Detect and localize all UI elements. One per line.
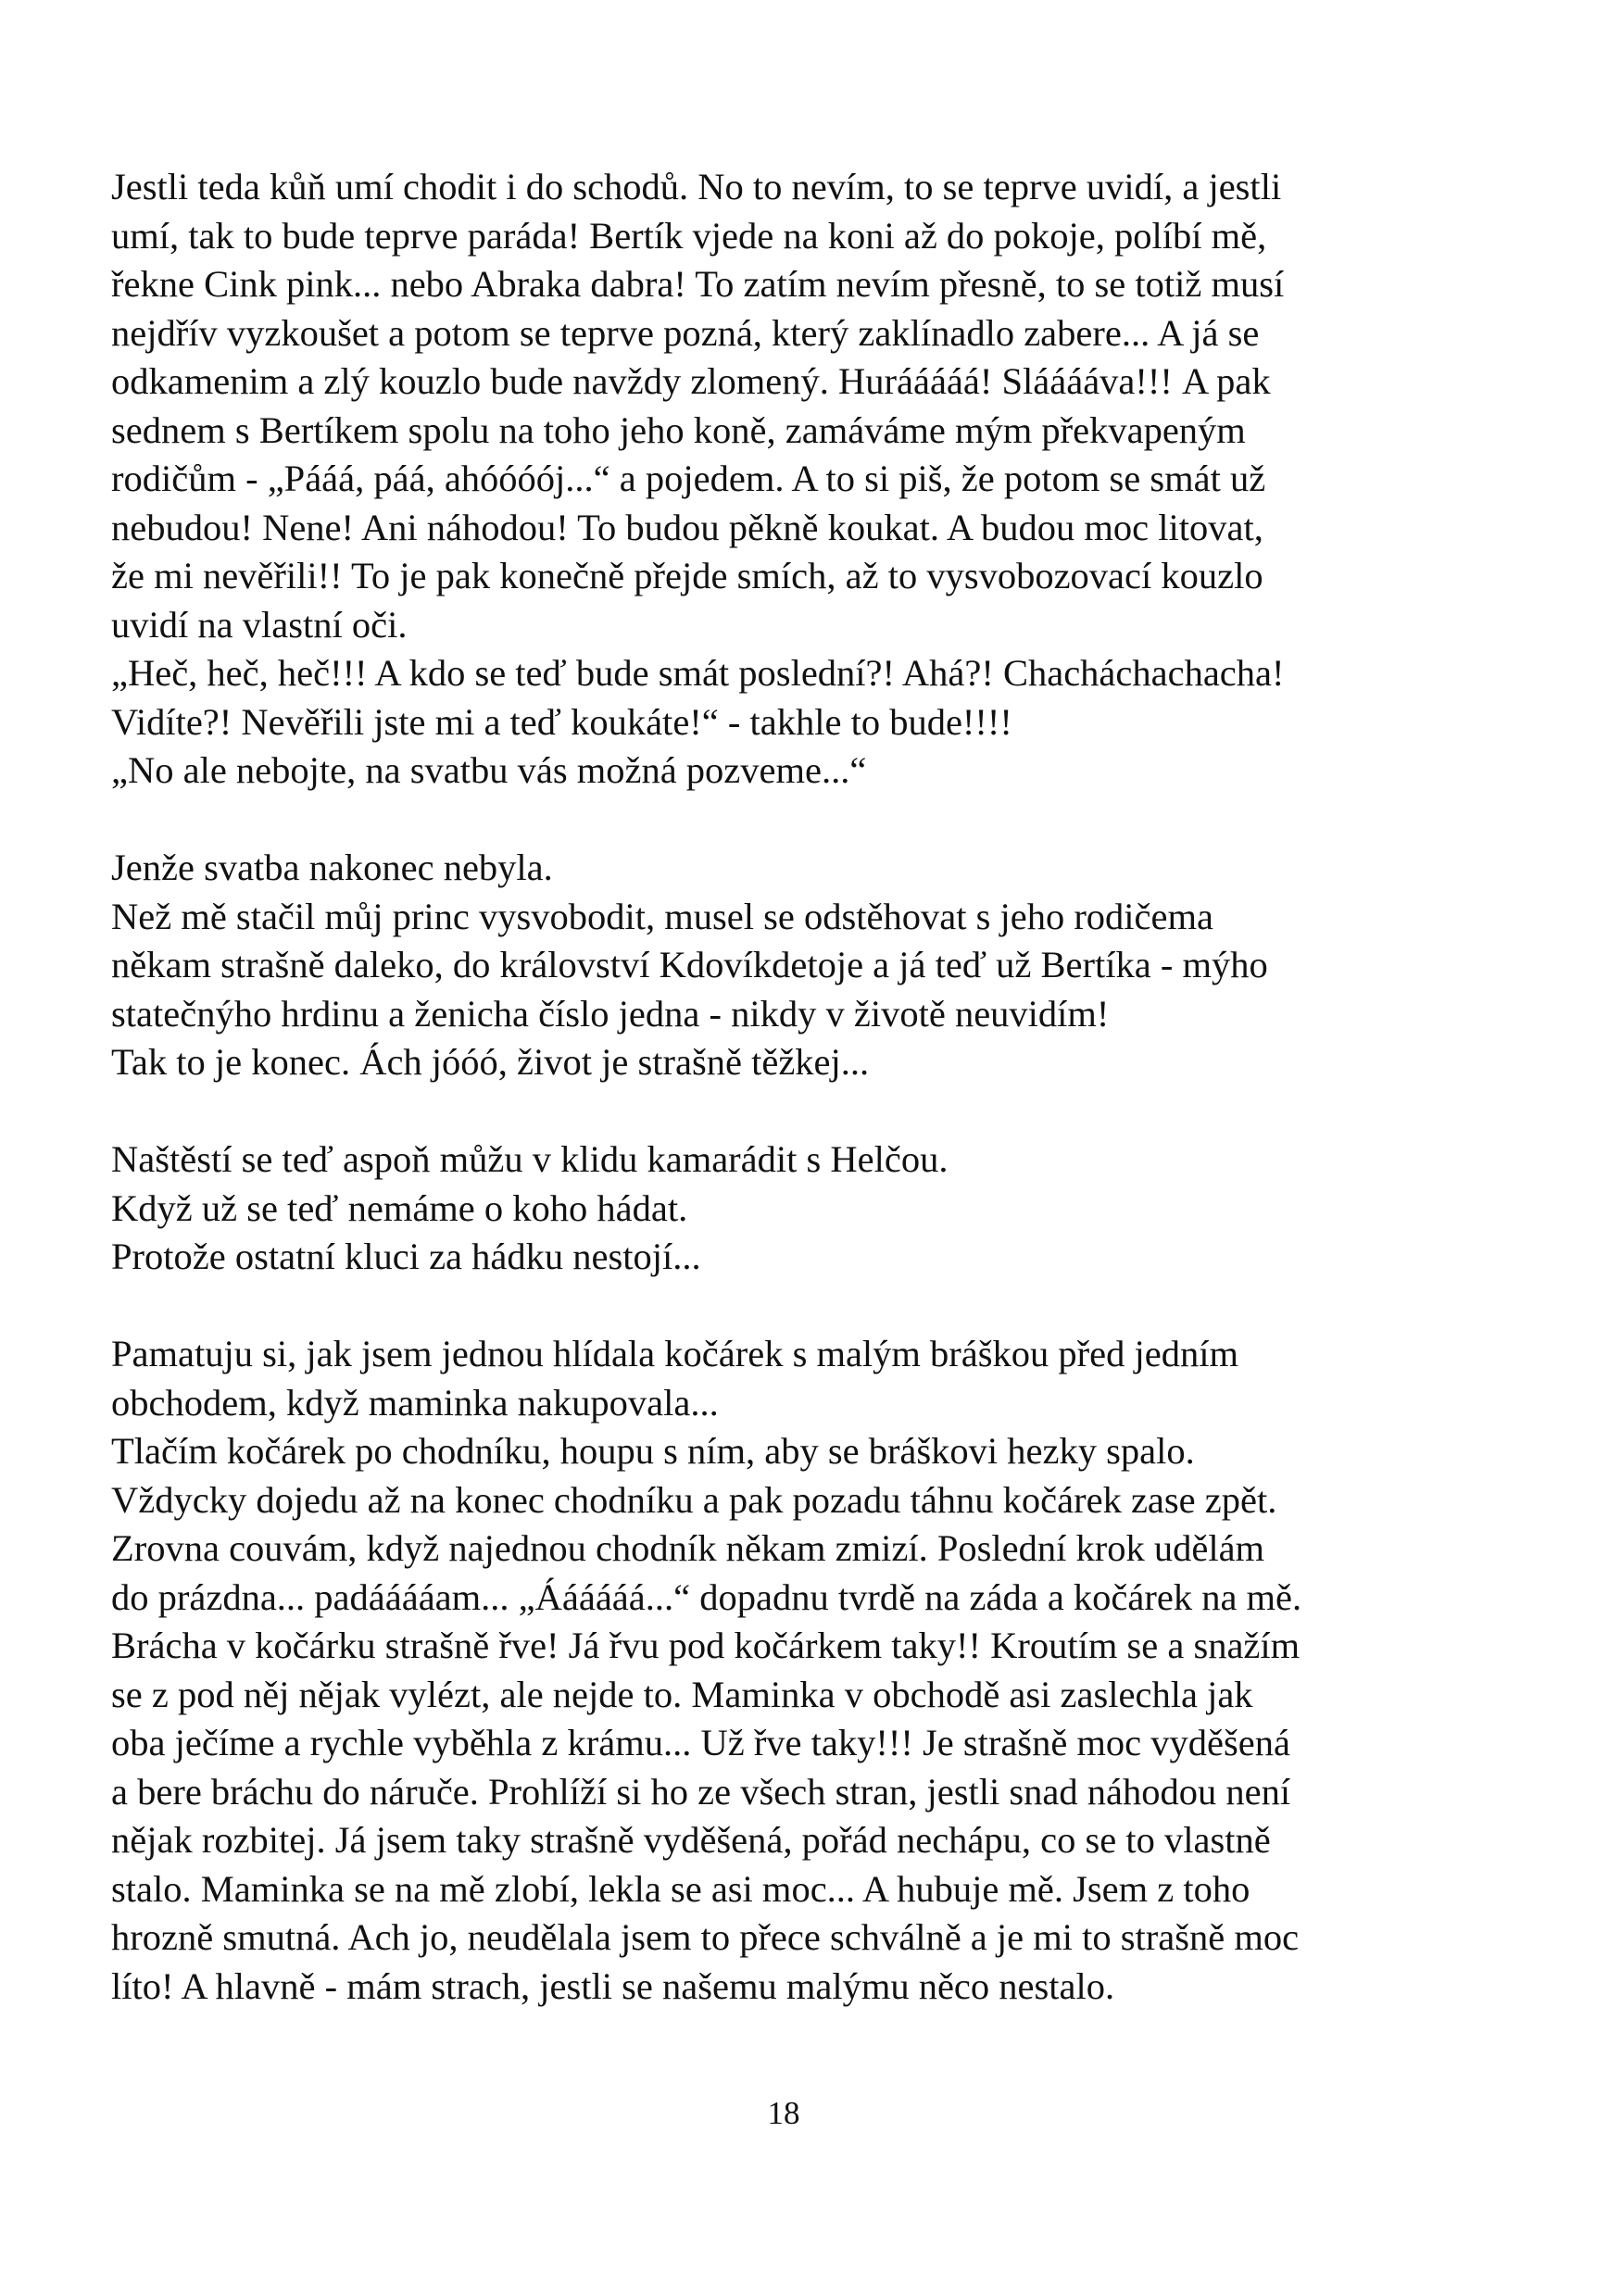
text-line: Brácha v kočárku strašně řve! Já řvu pod kočárkem taky!! Kroutím se a snažím <box>111 1625 1301 1666</box>
text-line: Tak to je konec. Ách jóóó, život je strašně těžkej... <box>111 1041 870 1083</box>
text-line: že mi nevěřili!! To je pak konečně přejde smích, až to vysvobozovací kouzlo <box>111 555 1263 596</box>
text-line: Zrovna couvám, když najednou chodník někam zmizí. Poslední krok udělám <box>111 1527 1265 1569</box>
text-line: Protože ostatní kluci za hádku nestojí... <box>111 1236 701 1277</box>
text-line: stalo. Maminka se na mě zlobí, lekla se asi moc... A hubuje mě. Jsem z toho <box>111 1867 1250 1910</box>
text-line: „Heč, heč, heč!!! A kdo se teď bude smát poslední?! Ahá?! Chacháchachacha! <box>111 652 1285 694</box>
text-line: hrozně smutná. Ach jo, neudělala jsem to přece schválně a je mi to strašně moc <box>111 1916 1300 1958</box>
text-line: Jestli teda kůň umí chodit i do schodů. No to nevím, to se teprve uvidí, a jestli <box>111 166 1282 207</box>
paragraph-1 <box>111 163 1456 796</box>
paragraph-spacer <box>111 796 1456 845</box>
text-line: nebudou! Nene! Ani náhodou! To budou pěkně koukat. A budou moc litovat, <box>111 506 1263 548</box>
text-line: uvidí na vlastní oči. <box>111 603 408 646</box>
body-text <box>111 163 1456 2011</box>
paragraph-spacer <box>111 1087 1456 1136</box>
text-line: nějak rozbitej. Já jsem taky strašně vyděšená, pořád nechápu, co se to vlastně <box>111 1819 1271 1861</box>
text-line: odkamenim a zlý kouzlo bude navždy zlomený. Hurááááá! Sláááávа!!! A pak <box>111 360 1271 402</box>
text-line: Když už se teď nemáme o koho hádat. <box>111 1186 688 1229</box>
paragraph-3 <box>111 1135 1456 1282</box>
text-line: oba ječíme a rychle vyběhla z krámu... Už řve taky!!! Je strašně moc vyděšená <box>111 1722 1290 1763</box>
text-line: Vždycky dojedu až na konec chodníku a pak pozadu táhnu kočárek zase zpět. <box>111 1478 1277 1521</box>
paragraph-4 <box>111 1330 1456 2011</box>
text-line: umí, tak to bude teprve paráda! Bertík vjede na koni až do pokoje, políbí mě, <box>111 214 1267 257</box>
text-line: Než mě stačil můj princ vysvobodit, musel se odstěhovat s jeho rodičema <box>111 895 1213 937</box>
text-line: do prázdna... padááááam... „Áááááá...“ dopadnu tvrdě na záda a kočárek na mě. <box>111 1575 1302 1618</box>
text-line: někam strašně daleko, do království Kdovíkdetoje a já teď už Bertíka - mýho <box>111 944 1268 985</box>
text-line: Jenže svatba nakonec nebyla. <box>111 847 553 888</box>
text-line: řekne Cink pink... nebo Abraka dabra! To zatím nevím přesně, to se totiž musí <box>111 263 1285 305</box>
text-line: líto! A hlavně - mám strach, jestli se našemu malýmu něco nestalo. <box>111 1964 1115 2007</box>
text-line: Tlačím kočárek po chodníku, houpu s ním, aby se bráškovi hezky spalo. <box>111 1430 1195 1472</box>
text-line: Naštěstí se teď aspoň můžu v klidu kamarádit s Helčou. <box>111 1138 949 1180</box>
paragraph-spacer <box>111 1282 1456 1331</box>
text-line: „No ale nebojte, na svatbu vás možná pozveme...“ <box>111 749 867 791</box>
text-line: Vidíte?! Nevěřili jste mi a teď koukáte!“ - takhle to bude!!!! <box>111 700 1012 743</box>
text-line: a bere bráchu do náruče. Prohlíží si ho ze všech stran, jestli snad náhodou není <box>111 1770 1291 1813</box>
text-line: obchodem, když maminka nakupovala... <box>111 1381 719 1424</box>
text-line: se z pod něj nějak vylézt, ale nejde to. Maminka v obchodě asi zaslechla jak <box>111 1673 1253 1715</box>
text-line: nejdřív vyzkoušet a potom se teprve pozná, který zaklínadlo zabere... A já se <box>111 311 1260 354</box>
text-line: Pamatuju si, jak jsem jednou hlídala kočárek s malým bráškou před jedním <box>111 1333 1238 1374</box>
text-line: statečnýho hrdinu a ženicha číslo jedna - nikdy v životě neuvidím! <box>111 992 1110 1035</box>
page-number: 18 <box>767 2095 800 2131</box>
text-line: rodičům - „Pááá, páá, ahóóóój...“ a pojedem. A to si piš, že potom se smát už <box>111 458 1266 499</box>
paragraph-2 <box>111 844 1456 1087</box>
text-line: sednem s Bertíkem spolu na toho jeho koně, zamáváme mým překvapeným <box>111 408 1246 451</box>
